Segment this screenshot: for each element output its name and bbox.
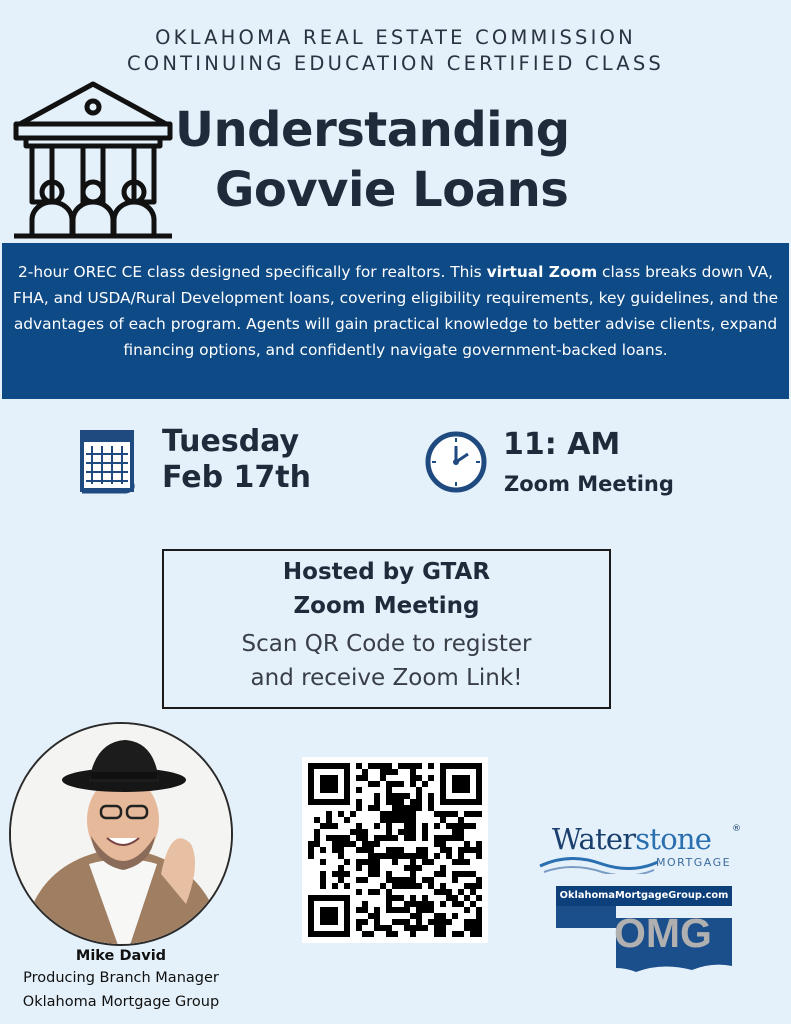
presenter-role: Producing Branch Manager — [23, 970, 219, 986]
host-line-4: and receive Zoom Link! — [250, 665, 523, 691]
description-banner — [2, 243, 789, 399]
banner-text-post: class breaks down VA, FHA, and USDA/Rural Development loans, covering eligibility requirements, key guidelines, and the advantages of each program. Agents will gain practical knowledge to better advise clients, expand financing options, and confidently navigate government-backed loans. — [12, 263, 779, 359]
banner-text-bold: virtual Zoom — [486, 263, 598, 281]
host-line-1: Hosted by GTAR — [282, 559, 491, 585]
event-time: 11: AM — [503, 427, 621, 462]
presenter-org: Oklahoma Mortgage Group — [22, 994, 220, 1010]
waterstone-word-a: Water — [552, 822, 636, 856]
waterstone-subtitle: MORTGAGE — [656, 856, 732, 869]
header-line-1: OKLAHOMA REAL ESTATE COMMISSION — [155, 26, 636, 49]
page-title-line-2: Govvie Loans — [215, 162, 569, 218]
host-info-box — [162, 549, 611, 709]
omg-wordmark: OMG — [614, 910, 712, 956]
clock-icon — [424, 430, 488, 494]
waterstone-registered: ® — [732, 824, 741, 834]
government-building-icon — [12, 80, 174, 240]
presenter-name: Mike David — [75, 948, 167, 964]
waterstone-mortgage-logo — [538, 820, 748, 882]
event-day: Tuesday — [162, 424, 300, 459]
registration-qr-code[interactable] — [302, 757, 488, 943]
event-format: Zoom Meeting — [504, 472, 674, 496]
calendar-icon — [76, 426, 140, 496]
event-date: Feb 17th — [162, 460, 311, 495]
header-line-2: CONTINUING EDUCATION CERTIFIED CLASS — [126, 52, 665, 75]
wave-icon — [538, 850, 658, 874]
host-line-2: Zoom Meeting — [293, 593, 480, 619]
waterstone-word-b: stone — [635, 822, 712, 856]
banner-text-pre: 2-hour OREC CE class designed specifically for realtors. This — [17, 263, 487, 281]
host-line-3: Scan QR Code to register — [241, 631, 532, 657]
omg-website: OklahomaMortgageGroup.com — [556, 886, 732, 906]
presenter-avatar — [11, 724, 233, 946]
qr-code-icon — [308, 763, 482, 937]
presenter-photo — [9, 722, 233, 946]
page-title-line-1: Understanding — [175, 102, 570, 158]
omg-logo — [556, 886, 732, 974]
